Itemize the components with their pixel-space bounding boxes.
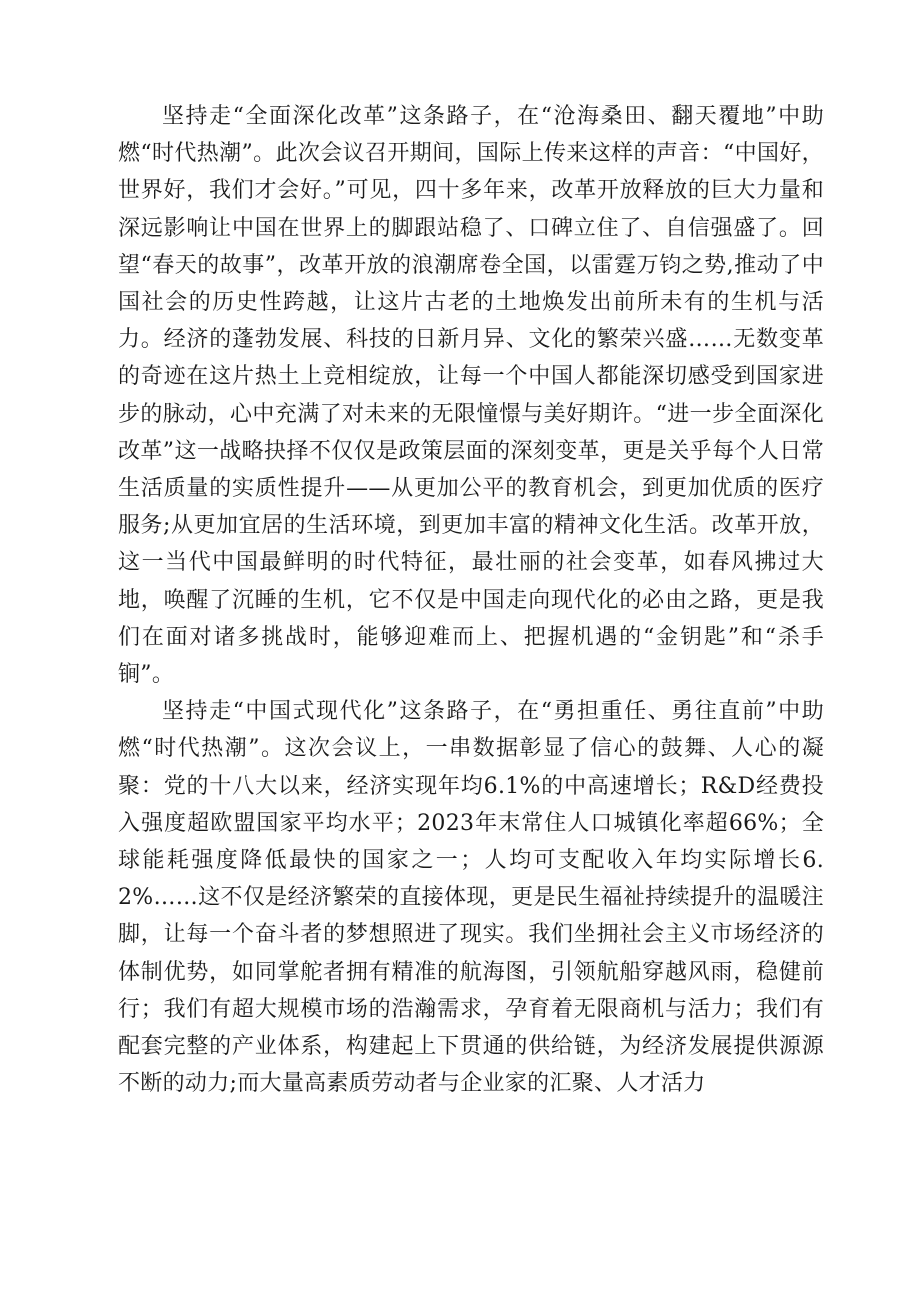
paragraph-modernization: 坚持走“中国式现代化”这条路子，在“勇担重任、勇往直前”中助燃“时代热潮”。这次会议上，一串数据彰显了信心的鼓舞、人心的凝聚：党的十八大以来，经济实现年均6.1%的中高速增长；R&D经费投入强度超欧盟国家平均水平；2023年末常住人口城镇化率超66%；全球能耗强度降低最快的国家之一；人均可支配收入年均实际增长6.2%……这不仅是经济繁荣的直接体现，更是民生福祉持续提升的温暖注脚，让每一个奋斗者的梦想照进了现实。我们坐拥社会主义市场经济的体制优势，如同掌舵者拥有精准的航海图，引领航船穿越风雨，稳健前行；我们有超大规模市场的浩瀚需求，孕育着无限商机与活力；我们有配套完整的产业体系，构建起上下贯通的供给链，为经济发展提供源源不断的动力;而大量高素质劳动者与企业家的汇聚、人才活力 xyxy=(118,699,824,1097)
paragraph-reform: 坚持走“全面深化改革”这条路子，在“沧海桑田、翻天覆地”中助燃“时代热潮”。此次会议召开期间，国际上传来这样的声音：“中国好，世界好，我们才会好。”可见，四十多年来，改革开放释放的巨大力量和深远影响让中国在世界上的脚跟站稳了、口碑立住了、自信强盛了。回望“春天的故事”，改革开放的浪潮席卷全国，以雷霆万钧之势,推动了中国社会的历史性跨越，让这片古老的土地焕发出前所未有的生机与活力。经济的蓬勃发展、科技的日新月异、文化的繁荣兴盛……无数变革的奇迹在这片热土上竞相绽放，让每一个中国人都能深切感受到国家进步的脉动，心中充满了对未来的无限憧憬与美好期许。“进一步全面深化改革”这一战略抉择不仅仅是政策层面的深刻变革，更是关乎每个人日常生活质量的实质性提升——从更加公平的教育机会，到更加优质的医疗服务;从更加宜居的生活环境，到更加丰富的精神文化生活。改革开放，这一当代中国最鲜明的时代特征，最壮丽的社会变革，如春风拂过大地，唤醒了沉睡的生机，它不仅是中国走向现代化的必由之路，更是我们在面对诸多挑战时，能够迎难而上、把握机遇的“金钥匙”和“杀手锏”。 xyxy=(118,104,824,688)
document-body xyxy=(118,98,824,1102)
